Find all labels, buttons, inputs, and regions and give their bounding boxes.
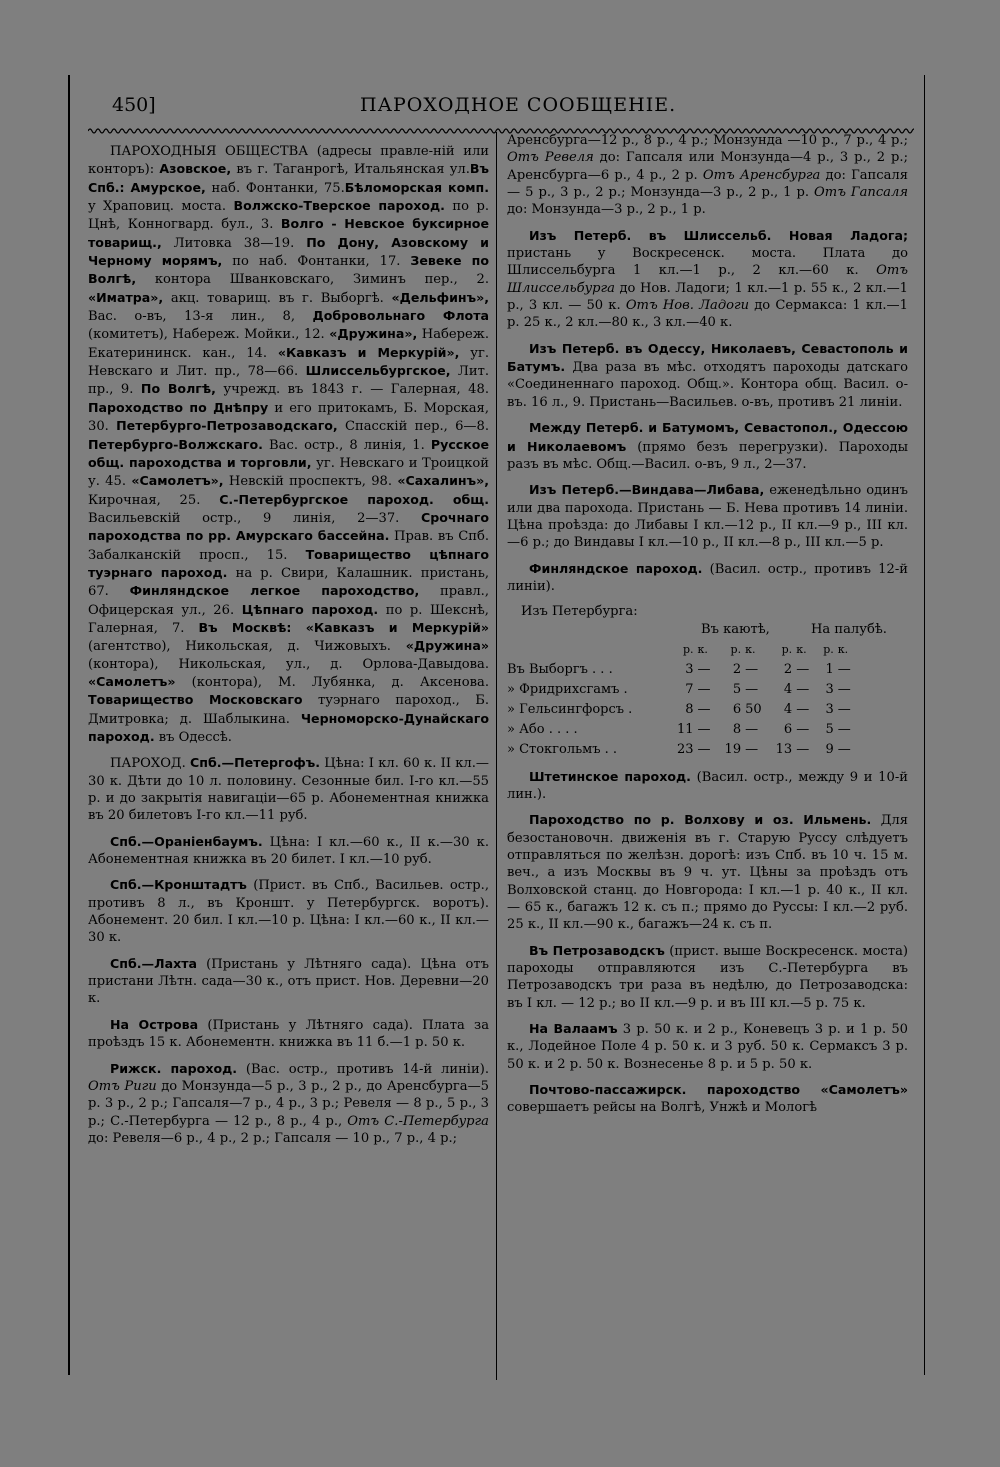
paragraph-valaam xyxy=(507,1020,908,1073)
text-run: Цѣна: I кл. 60 к. II кл.—30 к. Дѣти до 10 л. половину. Сезонные бил. I-го кл.—55 р. и до закрытія навигаціи—65 р. Абонементная книжка въ 20 билетовъ I-го кл.—11 руб. xyxy=(88,756,489,824)
bold-run: Товарищество Московскаго xyxy=(88,692,303,708)
text-run: Набереж. Екатерининск. кан., 14. xyxy=(88,327,490,361)
text-run: (Вас. остр., противъ 14-й линіи). xyxy=(237,1061,489,1077)
text-run: на р. Свири, Калашник. пристань, 67. xyxy=(88,565,489,600)
unit-label: к. xyxy=(745,642,756,656)
paragraph-libava xyxy=(507,481,908,551)
text-run: совершаетъ рейсы на Волгѣ, Унжѣ и Мологѣ xyxy=(507,1100,817,1116)
paragraph-volkhov xyxy=(507,811,908,933)
bold-run: Черноморско-Дунайскаго пароход. xyxy=(88,710,489,744)
text-run: учрежд. въ 1843 г. — Галерная, 48. xyxy=(215,382,489,398)
bold-run: На Валаамъ xyxy=(529,1021,618,1037)
table-row xyxy=(507,720,865,740)
text-run: до Сермакса: 1 кл.—1 р. 25 к., 2 кл.—80 к., 3 кл.—40 к. xyxy=(507,298,908,331)
text-run: и его притокамъ, Б. Морская, 30. xyxy=(88,400,489,435)
bold-run: Изъ Петерб.—Виндава—Либава, xyxy=(529,482,765,498)
fare-cell: 13 xyxy=(775,741,793,757)
paragraph-riga xyxy=(88,1060,489,1148)
bold-run: Спб.—Петергофъ. xyxy=(190,755,321,771)
fare-cell: 50 xyxy=(745,701,762,717)
fare-cell: 23 xyxy=(677,741,694,757)
bold-run: Волго - Невское буксирное товарищ., xyxy=(88,216,489,250)
italic-run: Отъ Нов. Ладоги xyxy=(625,298,750,314)
bold-run: Пароходство по Днѣпру xyxy=(88,399,269,415)
text-run: Итальянская ул. xyxy=(353,162,470,178)
fare-cell: — xyxy=(837,701,851,717)
text-run: (Пристань у Лѣтняго сада). Плата за проѣздъ 15 к. Абонементн. книжка въ 11 б.—1 р. 50 к. xyxy=(88,1017,490,1051)
text-run: уг. Невскаго и Лит. пр., 78—66. xyxy=(88,345,489,380)
paragraph-stettin xyxy=(507,768,908,804)
text-run: (Пристань у Лѣтняго сада). Цѣна отъ пристани Лѣтн. сада—30 к., отъ прист. Нов. Деревни—20 к. xyxy=(88,956,489,1007)
table-row xyxy=(507,740,865,760)
fare-table-deck: На палубѣ. xyxy=(811,621,887,637)
bold-run: Петербурго-Петрозаводскаго, xyxy=(116,418,338,434)
fare-cell: 3 xyxy=(825,681,834,697)
paragraph-batum xyxy=(507,419,908,473)
text-run: въ Одессѣ. xyxy=(154,730,232,745)
text-run: еженедѣльно одинъ или два парохода. Пристань — Б. Нева противъ 14 линіи. Цѣна проѣзда: до Либавы I кл.—12 р., II кл.—9 р., III кл.—6 р.; до Виндавы I кл.—10 р., II кл.—8 р., III кл.—5 р. xyxy=(507,483,909,551)
bold-run: Въ Спб.: Амурское, xyxy=(88,161,489,195)
paragraph-odessa xyxy=(507,340,908,411)
text-run: Кирочная, 25. xyxy=(88,492,220,508)
paragraph-schlusselburg xyxy=(507,227,908,332)
fare-table-cabin: Въ каютѣ, xyxy=(701,621,770,637)
text-run: Невскій проспектъ, 98. xyxy=(223,474,398,490)
italic-run: Отъ Гапсаля xyxy=(814,185,908,201)
text-run: до: Монзунда—3 р., 2 р., 1 р. xyxy=(507,202,706,218)
bold-run: Финляндское пароход. xyxy=(529,560,703,576)
bold-run: Азовское, xyxy=(159,161,232,177)
fare-cell: 5 xyxy=(825,721,834,737)
left-column xyxy=(88,143,489,1147)
fare-cell: — xyxy=(745,741,759,757)
text-run: до: Гапсаля — 5 р., 3 р., 2 р.; Монзунда—3 р., 2 р., 1 р. xyxy=(507,167,909,201)
bold-run: Рижск. пароход. xyxy=(110,1060,238,1076)
bold-run: «Иматра», xyxy=(88,289,164,305)
text-run: акц. товарищ. въ г. Выборгѣ. xyxy=(163,290,392,306)
paragraph-companies xyxy=(88,143,489,746)
italic-run: Отъ Риги xyxy=(88,1078,157,1094)
bold-run: По Дону, Азовскому и Черному морямъ, xyxy=(88,234,489,269)
bold-run: Добровольнаго Флота xyxy=(312,308,490,324)
paragraph-kronstadt xyxy=(88,876,489,946)
fare-cell: — xyxy=(837,721,851,737)
text-run: Прав. въ Спб. Забалканскій просп., 15. xyxy=(88,529,489,563)
unit-label: р. xyxy=(781,642,793,656)
paragraph-samolet xyxy=(507,1081,908,1117)
text-run: (прист. выше Воскресенск. моста) пароходы отправляются изъ С.-Петербурга въ Петрозаводскъ три раза въ недѣлю, до Петрозаводска: въ I кл. — 12 р.; во II кл.—9 р. и въ III кл.—5 р. 75 к. xyxy=(507,943,908,1011)
fare-table-grid xyxy=(507,640,865,760)
text-run: ній или конторъ): xyxy=(88,144,489,178)
table-row xyxy=(507,660,865,680)
destination-cell: Въ Выборгъ . . . xyxy=(507,661,613,677)
text-run: ПАРОХОД. xyxy=(110,756,190,772)
bold-run: Спб.—Кронштадтъ xyxy=(110,877,247,893)
bold-run: Спб.—Лахта xyxy=(110,955,197,971)
fare-cell: 2 xyxy=(732,661,742,677)
bold-run: Изъ Петерб. въ Шлиссельб. Новая Ладога; xyxy=(529,227,908,243)
fare-cell: — xyxy=(697,741,711,757)
fare-cell: 11 xyxy=(677,721,694,737)
text-run: по р. Цнѣ, Конногвард. бул., 3. xyxy=(88,199,490,233)
text-run: уг. Невскаго и Троицкой у. 45. xyxy=(88,455,489,490)
fare-cell: 4 xyxy=(783,681,793,697)
unit-label: р. xyxy=(683,642,694,656)
fare-cell: — xyxy=(697,661,711,677)
fare-cell: 5 xyxy=(732,681,742,697)
destination-cell: » Або . . . . xyxy=(507,721,578,737)
unit-label: к. xyxy=(697,642,708,656)
bold-run: Зевеке по Волгѣ, xyxy=(88,253,489,287)
bold-run: «Сахалинъ», xyxy=(397,473,489,489)
fare-cell: 1 xyxy=(825,661,834,677)
unit-label: к. xyxy=(837,642,849,656)
text-run: Спасскій пер., 6—8. xyxy=(337,419,489,435)
text-run: Аренсбурга—12 р., 8 р., 4 р.; Монзунда —10 р., 7 р., 4 р.; xyxy=(507,133,908,148)
text-run: до Нов. Ладоги; 1 кл.—1 р. 55 к., 2 кл.—1 р., 3 кл. — 50 к. xyxy=(507,280,908,314)
text-run: (Васил. остр., противъ 12-й линіи). xyxy=(507,561,908,594)
fare-cell: 19 xyxy=(724,741,742,757)
paragraph-petrozavodsk xyxy=(507,942,908,1012)
fare-cell: — xyxy=(796,741,810,757)
column-divider xyxy=(496,132,497,1380)
fare-cell: — xyxy=(837,681,851,697)
page-title: ПАРОХОДНОЕ СООБЩЕНІЕ. xyxy=(360,94,677,116)
paragraph-oranienbaum xyxy=(88,833,489,869)
text-run: 3 р. 50 к. и 2 р., Коневецъ 3 р. и 1 р. 50 к., Лодейное Поле 4 р. 50 к. и 3 руб. 50 к. Сермаксъ 3 р. 50 к. и 2 р. 50 к. Вознесенье 8 р. и 5 р. 50 к. xyxy=(507,1022,909,1072)
bold-run: Штетинское пароход. xyxy=(529,768,691,784)
fare-table xyxy=(507,603,908,759)
bold-run: По Волгѣ, xyxy=(140,381,216,397)
text-run: Цѣна: I кл.—60 к., II к.—30 к. Абонементная книжка въ 20 билет. I кл.—10 руб. xyxy=(88,834,489,868)
italic-run: Отъ Ревеля xyxy=(507,150,594,166)
text-run: ПАРОХОДНЫЯ ОБЩЕСТВА (адресы правле- xyxy=(110,144,433,159)
bold-run: Волжско-Тверское пароход. xyxy=(233,198,445,214)
bold-run: Изъ Петерб. въ Одессу, Николаевъ, Севастополь и Батумъ. xyxy=(507,340,908,375)
text-run: Вас. о-въ, 13-я лин., 8, xyxy=(88,309,313,325)
text-run: Два раза въ мѣс. отходятъ пароходы датскаго «Соединеннаго пароход. Общ.». Контора общ. Васил. о-въ. 16 л., 9. Пристань—Васильев. о-въ, противъ 21 линіи. xyxy=(507,360,908,410)
text-run: по наб. Фонтанки, 17. xyxy=(222,254,411,270)
bold-run: Въ Петрозаводскъ xyxy=(529,942,665,958)
text-run: у Храповиц. моста. xyxy=(88,199,234,215)
fare-cell: — xyxy=(697,721,711,737)
text-run: въ г. Таганрогѣ, xyxy=(231,162,354,178)
text-run: Лит. пр., 9. xyxy=(88,364,489,398)
fare-cell: 8 xyxy=(732,721,742,737)
text-run: (прямо безъ перегрузки). Пароходы разъ въ мѣс. Общ.—Васил. о-въ, 9 л., 2—37. xyxy=(507,439,908,472)
fare-cell: — xyxy=(796,681,810,697)
fare-cell: — xyxy=(796,701,810,717)
italic-run: Отъ Аренсбурга xyxy=(702,167,821,183)
italic-run: Отъ Шлиссельбурга xyxy=(507,263,908,296)
fare-cell: — xyxy=(837,741,851,757)
bold-run: «Самолетъ», xyxy=(131,473,224,489)
text-run: (контора), М. Лубянка, д. Аксенова. xyxy=(175,674,489,690)
fare-cell: 7 xyxy=(685,681,694,697)
fare-cell: 3 xyxy=(825,701,834,717)
fare-cell: 2 xyxy=(783,661,793,677)
bold-run: «Дружина», xyxy=(329,326,418,342)
text-run: контора Шванковскаго, Зиминъ пер., 2. xyxy=(136,272,489,288)
table-row xyxy=(507,700,865,720)
bold-run: Спб.—Ораніенбаумъ. xyxy=(110,833,263,849)
units-spacer xyxy=(507,640,677,660)
bold-run: Товарищество цѣпнаго туэрнаго пароход. xyxy=(88,546,489,580)
bold-run: Въ Москвѣ: «Кавказъ и Меркурій» xyxy=(198,619,489,635)
text-run: Литовка 38—19. xyxy=(161,235,307,251)
fare-cell: — xyxy=(697,701,711,717)
fare-cell: 9 xyxy=(825,741,834,757)
bold-run: Пароходство по р. Волхову и оз. Ильмень. xyxy=(529,812,872,828)
text-run: (комитетъ), Набереж. Мойки., 12. xyxy=(88,327,330,343)
bold-run: «Дельфинъ», xyxy=(391,289,489,305)
right-column xyxy=(507,132,908,1117)
bold-run: Почтово-пассажирск. пароходство «Самолетъ» xyxy=(529,1082,908,1098)
unit-label: р. xyxy=(823,642,834,656)
text-run: Васильевскій остр., 9 линія, 2—37. xyxy=(88,510,421,526)
paragraph-lakhta xyxy=(88,955,489,1008)
bold-run: Русское общ. пароходства и торговли, xyxy=(88,436,489,470)
page-number: 450] xyxy=(112,94,156,116)
page-header xyxy=(112,94,912,130)
bold-run: На Острова xyxy=(110,1016,199,1032)
bold-run: Бѣломорская комп. xyxy=(344,179,489,195)
unit-label: к. xyxy=(796,642,807,656)
fare-cell: 8 xyxy=(685,701,694,717)
text-run: по р. Шекснѣ, Галерная, 7. xyxy=(88,602,489,636)
paragraph-riga-continued xyxy=(507,132,908,219)
destination-cell: » Фридрихсгамъ . xyxy=(507,681,628,697)
destination-cell: » Гельсингфорсъ . xyxy=(507,701,633,717)
bold-run: Шлиссельбургское, xyxy=(305,363,451,379)
fare-units-row xyxy=(507,640,865,660)
text-run: (контора), Никольская, ул., д. Орлова-Давыдова. xyxy=(88,656,489,672)
text-run: Для безостановочн. движенія въ г. Старую Руссу слѣдуетъ отправляться по желѣзн. дорогѣ: изъ Спб. въ 10 ч. 15 м. веч., а изъ Москвы въ 9 ч. ут. Цѣны за проѣздъ отъ Волховской станц. до Новгорода: I кл.—1 р. 40 к., II кл. — 65 к., багажъ 12 к. съ п.; прямо до Руссы: I кл.—2 руб. 25 к., II кл.—90 к., багажъ—24 к. съ п. xyxy=(507,813,908,933)
text-run: правл., Офицерская ул., 26. xyxy=(88,584,489,618)
fare-table-from: Изъ Петербурга: xyxy=(521,604,638,620)
text-run: Вас. остр., 8 линія, 1. xyxy=(262,437,431,453)
text-run: (агентство), Никольская, д. Чижовыхъ. xyxy=(88,639,406,655)
fare-cell: 6 xyxy=(732,701,742,717)
unit-label: р. xyxy=(730,642,742,656)
text-run: до: Гапсаля или Монзунда—4 р., 3 р., 2 р.; Аренсбурга—6 р., 4 р., 2 р. xyxy=(507,150,909,183)
bold-run: Между Петерб. и Батумомъ, Севастопол., Одессою и Николаевомъ xyxy=(507,420,908,454)
bold-run: «Самолетъ» xyxy=(88,673,176,689)
fare-cell: — xyxy=(697,681,711,697)
paragraph-peterhof xyxy=(88,754,489,824)
text-run: до Монзунда—5 р., 3 р., 2 р., до Аренсбурга—5 р. 3 р., 2 р.; Гапсаля—7 р., 4 р., 3 р.; Ревеля — 8 р., 5 р., 3 р.; С.-Петербурга — 12 р., 8 р., 4 р., xyxy=(88,1078,489,1129)
fare-cell: 4 xyxy=(783,701,793,717)
fare-cell: — xyxy=(745,661,759,677)
text-run: наб. Фонтанки, 75. xyxy=(205,180,345,196)
text-run: до: Ревеля—6 р., 4 р., 2 р.; Гапсаля — 10 р., 7 р., 4 р.; xyxy=(88,1130,458,1146)
bold-run: Цѣпнаго пароход. xyxy=(241,601,379,617)
bold-run: «Кавказъ и Меркурій», xyxy=(277,344,460,360)
text-run: туэрнаго пароход., Б. Дмитровка; д. Шаблыкина. xyxy=(88,693,489,727)
fare-cell: — xyxy=(796,661,810,677)
fare-cell: 6 xyxy=(783,721,793,737)
bold-run: Срочнаго пароходства по рр. Амурскаго бассейна. xyxy=(88,509,489,544)
fare-cell: 3 xyxy=(685,661,694,677)
destination-cell: » Стокгольмъ . . xyxy=(507,741,618,757)
fare-cell: — xyxy=(745,721,759,737)
text-run: (Прист. въ Спб., Васильев. остр., противъ 8 л., въ Кроншт. у Петербургск. воротъ). Абонемент. 20 бил. I кл.—10 р. Цѣна: I кл.—60 к., II кл.—30 к. xyxy=(88,878,489,946)
bold-run: С.-Петербургское пароход. общ. xyxy=(219,491,489,507)
table-row xyxy=(507,680,865,700)
bold-run: «Дружина» xyxy=(405,638,489,654)
paragraph-finnish xyxy=(507,560,908,596)
fare-cell: — xyxy=(837,661,851,677)
text-run: (Васил. остр., между 9 и 10-й лин.). xyxy=(507,769,908,802)
fare-cell: — xyxy=(745,681,759,697)
paragraph-islands xyxy=(88,1016,489,1052)
bold-run: Финляндское легкое пароходство, xyxy=(129,583,420,599)
text-run: пристань у Воскресенск. моста. Плата до Шлиссельбурга 1 кл.—1 р., 2 кл.—60 к. xyxy=(507,246,908,279)
fare-cell: — xyxy=(796,721,810,737)
bold-run: Петербурго-Волжскаго. xyxy=(88,436,263,452)
italic-run: Отъ С.-Петербурга xyxy=(347,1113,489,1129)
